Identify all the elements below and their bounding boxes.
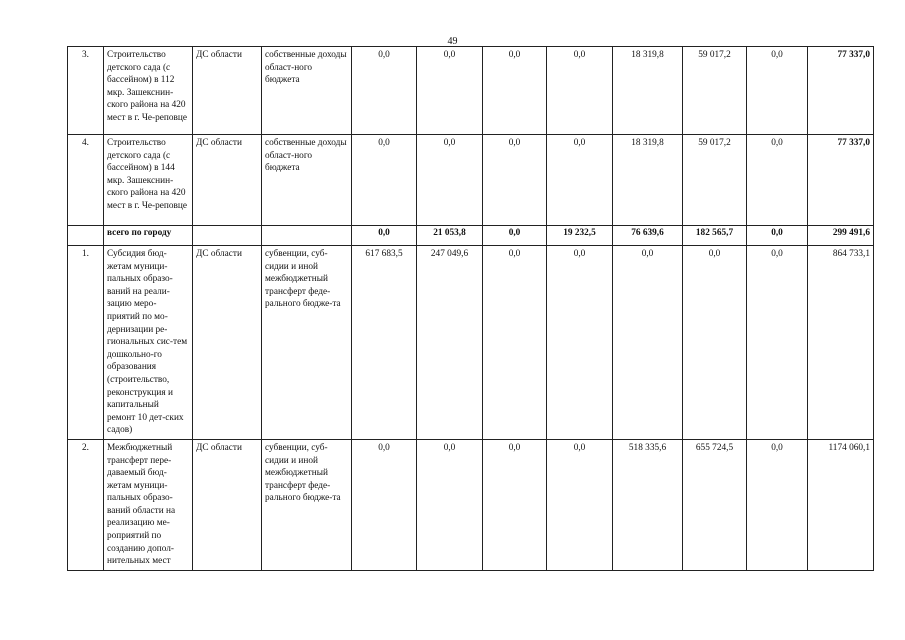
value-cell: 0,0 xyxy=(547,246,613,440)
budget-table xyxy=(67,46,874,571)
value-cell: 59 017,2 xyxy=(683,135,747,226)
value-cell: 59 017,2 xyxy=(683,47,747,135)
value-cell: 0,0 xyxy=(747,47,808,135)
object-type: ДС области xyxy=(193,47,262,135)
value-cell: 76 639,6 xyxy=(613,226,683,246)
value-cell: 0,0 xyxy=(613,246,683,440)
page-number: 49 xyxy=(447,36,458,47)
value-cell: 0,0 xyxy=(483,226,547,246)
value-cell: 0,0 xyxy=(547,135,613,226)
object-type: ДС области xyxy=(193,135,262,226)
value-cell: 0,0 xyxy=(483,439,547,570)
table-row xyxy=(68,246,874,440)
value-cell: 0,0 xyxy=(417,135,483,226)
row-number: 1. xyxy=(68,246,104,440)
value-cell: 19 232,5 xyxy=(547,226,613,246)
total-label: всего по городу xyxy=(104,226,193,246)
value-cell: 518 335,6 xyxy=(613,439,683,570)
total-cell: 77 337,0 xyxy=(808,135,874,226)
object-type: ДС области xyxy=(193,246,262,440)
empty-cell xyxy=(262,226,352,246)
value-cell: 0,0 xyxy=(683,246,747,440)
value-cell: 0,0 xyxy=(547,47,613,135)
value-cell: 0,0 xyxy=(483,246,547,440)
event-name: Межбюджетный трансферт пере-даваемый бюд-жетам муници-пальных образо-ваний области на реализацию ме-роприятий по созданию допол-нительных мест xyxy=(104,439,193,570)
empty-cell xyxy=(193,226,262,246)
value-cell: 182 565,7 xyxy=(683,226,747,246)
value-cell: 0,0 xyxy=(483,135,547,226)
value-cell: 0,0 xyxy=(352,135,417,226)
event-name: Субсидия бюд-жетам муници-пальных образо-ваний на реали-зацию меро-приятий по мо-дернизации ре-гиональных сис-тем дошкольно-го образования (строительство, реконструкция и капитальный ремонт 10 дет-ских садов) xyxy=(104,246,193,440)
funding-source: собственные доходы област-ного бюджета xyxy=(262,47,352,135)
value-cell: 655 724,5 xyxy=(683,439,747,570)
value-cell: 0,0 xyxy=(747,135,808,226)
table-row xyxy=(68,135,874,226)
funding-source: собственные доходы област-ного бюджета xyxy=(262,135,352,226)
table-row xyxy=(68,47,874,135)
city-total-row xyxy=(68,226,874,246)
funding-source: субвенции, суб-сидии и иной межбюджетный трансферт феде-рального бюдже-та xyxy=(262,246,352,440)
value-cell: 0,0 xyxy=(747,246,808,440)
value-cell: 0,0 xyxy=(417,439,483,570)
value-cell: 617 683,5 xyxy=(352,246,417,440)
funding-source: субвенции, суб-сидии и иной межбюджетный трансферт феде-рального бюдже-та xyxy=(262,439,352,570)
value-cell: 247 049,6 xyxy=(417,246,483,440)
value-cell: 18 319,8 xyxy=(613,135,683,226)
value-cell: 18 319,8 xyxy=(613,47,683,135)
total-cell: 77 337,0 xyxy=(808,47,874,135)
object-type: ДС области xyxy=(193,439,262,570)
value-cell: 21 053,8 xyxy=(417,226,483,246)
value-cell: 0,0 xyxy=(417,47,483,135)
value-cell: 0,0 xyxy=(483,47,547,135)
event-name: Строительство детского сада (с бассейном) в 112 мкр. Зашекснин-ского района на 420 мест в г. Че-реповце xyxy=(104,47,193,135)
row-number: 4. xyxy=(68,135,104,226)
total-cell: 299 491,6 xyxy=(808,226,874,246)
empty-cell xyxy=(68,226,104,246)
total-cell: 1174 060,1 xyxy=(808,439,874,570)
value-cell: 0,0 xyxy=(352,439,417,570)
value-cell: 0,0 xyxy=(547,439,613,570)
table-row xyxy=(68,439,874,570)
row-number: 3. xyxy=(68,47,104,135)
value-cell: 0,0 xyxy=(352,47,417,135)
total-cell: 864 733,1 xyxy=(808,246,874,440)
row-number: 2. xyxy=(68,439,104,570)
event-name: Строительство детского сада (с бассейном) в 144 мкр. Зашекснин-ского района на 420 мест в г. Че-реповце xyxy=(104,135,193,226)
value-cell: 0,0 xyxy=(747,226,808,246)
value-cell: 0,0 xyxy=(747,439,808,570)
value-cell: 0,0 xyxy=(352,226,417,246)
